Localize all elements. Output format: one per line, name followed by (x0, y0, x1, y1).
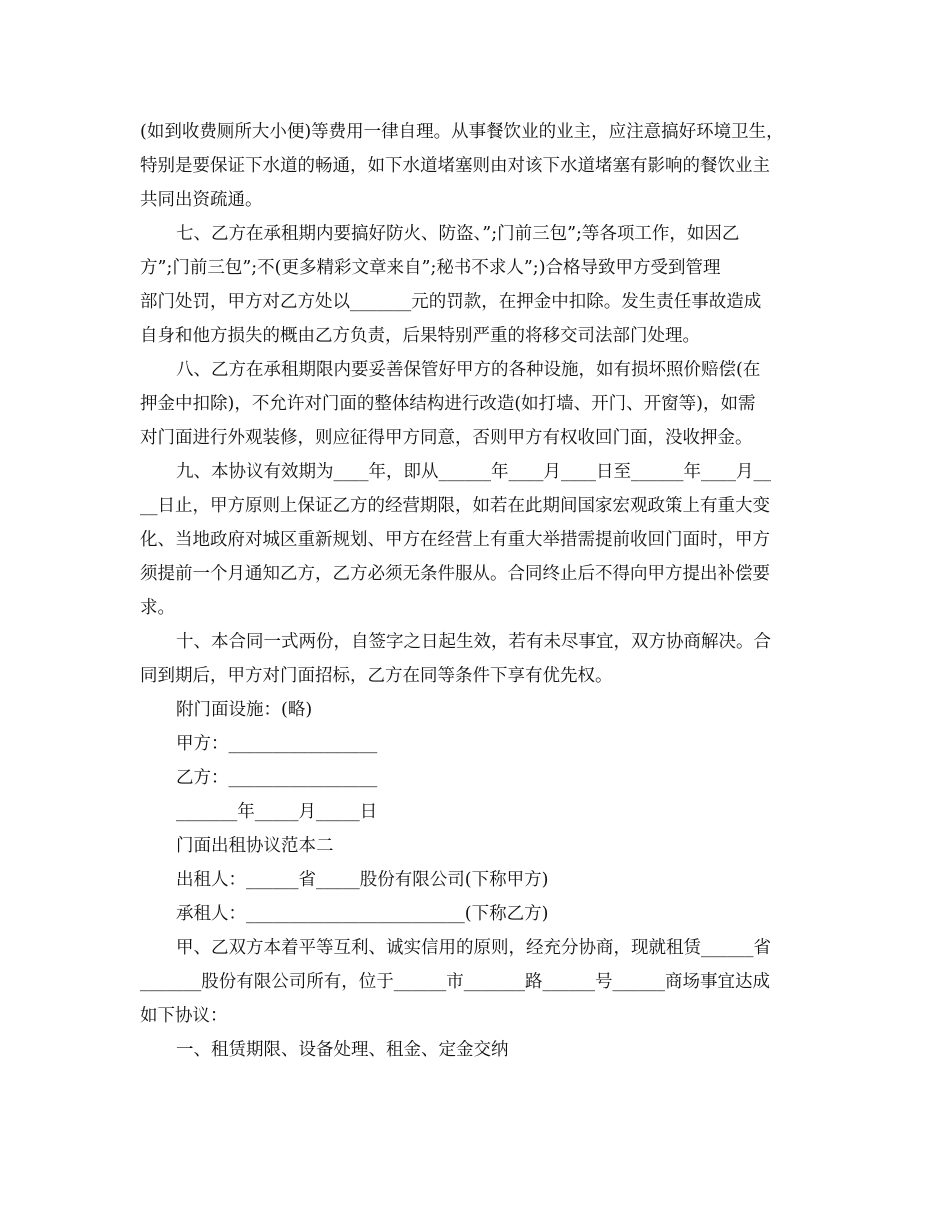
text-line: 自身和他方损失的概由乙方负责，后果特别严重的将移交司法部门处理。 (140, 326, 700, 346)
text-line: 十、本合同一式两份，自签字之日起生效，若有未尽事宜，双方协商解决。合 (176, 632, 771, 652)
text-line: 门面出租协议范本二 (176, 836, 334, 856)
text-line: 方”;门前三包”;不(更多精彩文章来自”;秘书不求人”;)合格导致甲方受到管理 (140, 258, 721, 278)
text-line: 出租人：______省_____股份有限公司(下称甲方) (176, 870, 549, 890)
text-line: (如到收费厕所大小便)等费用一律自理。从事餐饮业的业主，应注意搞好环境卫生， (140, 122, 784, 142)
text-line: 同到期后，甲方对门面招标，乙方在同等条件下享有优先权。 (140, 666, 613, 686)
text-line: 一、租赁期限、设备处理、租金、定金交纳 (176, 1040, 509, 1060)
text-line: 求。 (140, 598, 175, 618)
text-line: 共同出资疏通。 (140, 190, 263, 210)
text-line: 甲方：_________________ (176, 734, 378, 754)
text-line: 押金中扣除)，不允许对门面的整体结构进行改造(如打墙、开门、开窗等)，如需 (140, 394, 756, 414)
text-line: _______年_____月_____日 (176, 802, 378, 822)
text-line: 如下协议： (140, 1006, 228, 1026)
text-line: 部门处罚，甲方对乙方处以_______元的罚款，在押金中扣除。发生责任事故造成 (140, 292, 762, 312)
text-line: 对门面进行外观装修，则应征得甲方同意，否则甲方有权收回门面，没收押金。 (140, 428, 753, 448)
text-line: 化、当地政府对城区重新规划、甲方在经营上有重大举措需提前收回门面时，甲方 (140, 530, 770, 550)
document-body (140, 115, 815, 1067)
text-line: 甲、乙双方本着平等互利、诚实信用的原则，经充分协商，现就租赁______省 (176, 938, 771, 958)
text-line: 七、乙方在承租期内要搞好防火、防盗、”;门前三包”;等各项工作，如因乙 (176, 224, 740, 244)
text-line: 乙方：_________________ (176, 768, 378, 788)
text-line: _______股份有限公司所有，位于______市_______路______号______商场事宜达成 (140, 972, 770, 992)
text-line: 八、乙方在承租期限内要妥善保管好甲方的各种设施，如有损坏照价赔偿(在 (176, 360, 761, 380)
text-line: 承租人：_________________________(下称乙方) (176, 904, 549, 924)
text-line: 须提前一个月通知乙方，乙方必须无条件服从。合同终止后不得向甲方提出补偿要 (140, 564, 770, 584)
text-line: 特别是要保证下水道的畅通，如下水道堵塞则由对该下水道堵塞有影响的餐饮业主 (140, 156, 770, 176)
text-line: 九、本协议有效期为____年，即从______年____月____日至______年____月__ (176, 462, 771, 482)
text-line: 附门面设施：(略) (176, 700, 313, 720)
text-line: __日止，甲方原则上保证乙方的经营期限，如若在此期间国家宏观政策上有重大变 (140, 496, 770, 516)
